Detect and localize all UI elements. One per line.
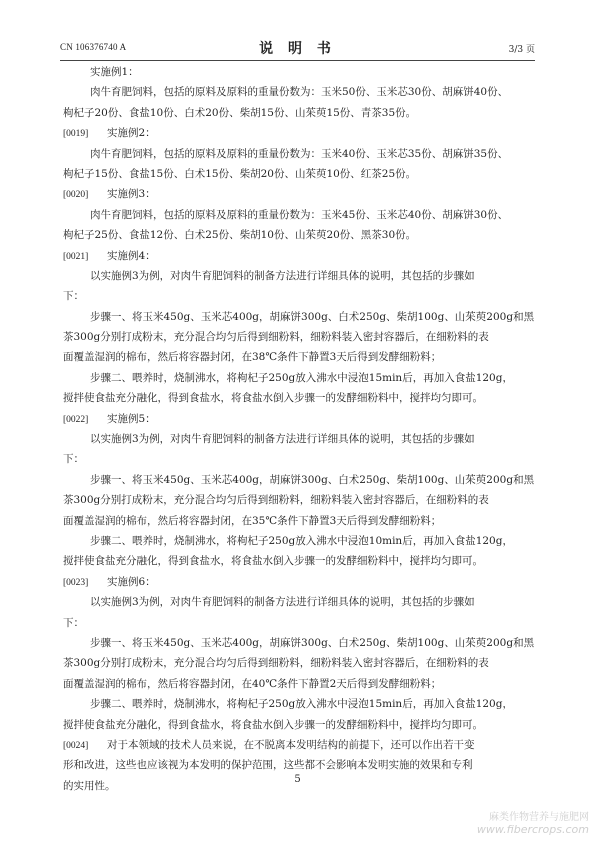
watermark <box>477 812 589 836</box>
text-line: 的实用性。 <box>63 779 116 792</box>
paragraph-line <box>63 735 540 755</box>
page-number: 5 <box>294 774 301 785</box>
text-line: 步骤一、将玉米450g、玉米芯400g，胡麻饼300g、白术250g、柴胡100g、山茱萸200g和黑 <box>90 310 535 323</box>
text-line: 步骤二、喂养时，烧制沸水，将枸杞子250g放入沸水中浸泡10min后，再加入食盐120g， <box>90 534 513 547</box>
paragraph-number: [0022] <box>63 414 89 425</box>
text-line: 步骤二、喂养时，烧制沸水，将枸杞子250g放入沸水中浸泡15min后，再加入食盐120g， <box>90 371 513 384</box>
text-line: 面覆盖湿润的棉布，然后将容器封闭，在35℃条件下静置3天后得到发酵细粉料； <box>63 514 442 527</box>
text-line: 枸杞子25份、食盐12份、白术25份、柴胡10份、山茱萸20份、黑茶30份。 <box>63 229 417 242</box>
text-line: 肉牛育肥饲料，包括的原料及原料的重量份数为：玉米45份、玉米芯40份、胡麻饼30份、 <box>90 208 509 221</box>
patent-number: CN 106376740 A <box>60 42 127 52</box>
text-line: 步骤一、将玉米450g、玉米芯400g，胡麻饼300g、白术250g、柴胡100g、山茱萸200g和黑 <box>90 473 535 486</box>
page-count: 3/3 页 <box>508 45 535 55</box>
example-heading: 实施例1： <box>90 66 139 78</box>
example-heading: 实施例5： <box>107 412 156 425</box>
example-heading: 实施例2： <box>107 127 156 140</box>
text-line: 以实施例3为例，对肉牛育肥饲料的制备方法进行详细具体的说明，其包括的步骤如 <box>90 269 475 282</box>
text-line: 肉牛育肥饲料，包括的原料及原料的重量份数为：玉米40份、玉米芯35份、胡麻饼35份、 <box>90 147 509 160</box>
paragraph-line <box>63 184 540 204</box>
text-line: 茶300g分别打成粉末，充分混合均匀后得到细粉料，细粉料装入密封容器后，在细粉料的表 <box>63 657 489 670</box>
text-line: 搅拌使食盐充分融化，得到食盐水，将食盐水倒入步骤一的发酵细粉料中，搅拌均匀即可。 <box>63 718 483 731</box>
paragraph-number: [0019] <box>63 129 89 140</box>
text-line: 下： <box>63 290 84 303</box>
document-body <box>63 62 540 796</box>
page-header <box>60 38 535 58</box>
paragraph-number: [0024] <box>63 740 89 751</box>
text-line: 面覆盖湿润的棉布，然后将容器封闭，在40℃条件下静置2天后得到发酵细粉料； <box>63 677 442 690</box>
paragraph-number: [0021] <box>63 251 89 262</box>
text-line: 枸杞子15份、食盐15份、白术15份、柴胡20份、山茱萸10份、红茶25份。 <box>63 167 417 180</box>
paragraph-line <box>63 409 540 429</box>
watermark-url: www.fibercrops.com <box>476 823 589 836</box>
text-line: 肉牛育肥饲料，包括的原料及原料的重量份数为：玉米50份、玉米芯30份、胡麻饼40份、 <box>90 86 509 99</box>
text-line: 搅拌使食盐充分融化，得到食盐水，将食盐水倒入步骤一的发酵细粉料中，搅拌均匀即可。 <box>63 392 483 405</box>
header-rule <box>60 60 535 61</box>
document-title: 说 明 书 <box>259 41 336 57</box>
example-heading: 实施例4： <box>107 249 156 262</box>
paragraph-number: [0023] <box>63 577 89 588</box>
text-line: 步骤二、喂养时，烧制沸水，将枸杞子250g放入沸水中浸泡15min后，再加入食盐120g， <box>90 698 513 711</box>
text-line: 面覆盖湿润的棉布，然后将容器封闭，在38℃条件下静置3天后得到发酵细粉料； <box>63 351 442 364</box>
text-line: 形和改进，这些也应该视为本发明的保护范围，这些都不会影响本发明实施的效果和专利 <box>63 759 473 772</box>
example-heading: 实施例3： <box>107 188 156 201</box>
text-line: 对于本领域的技术人员来说，在不脱离本发明结构的前提下，还可以作出若干变 <box>107 738 475 751</box>
text-line: 搅拌使食盐充分融化，得到食盐水，将食盐水倒入步骤一的发酵细粉料中，搅拌均匀即可。 <box>63 555 483 568</box>
paragraph-line <box>63 572 540 592</box>
watermark-site-name: 麻类作物营养与施肥网 <box>489 812 589 823</box>
text-line: 以实施例3为例，对肉牛育肥饲料的制备方法进行详细具体的说明，其包括的步骤如 <box>90 596 475 609</box>
text-line: 下： <box>63 453 84 466</box>
paragraph-number: [0020] <box>63 190 89 201</box>
paragraph-line <box>63 246 540 266</box>
text-line: 枸杞子20份、食盐10份、白术20份、柴胡15份、山茱萸15份、青茶35份。 <box>63 106 417 119</box>
text-line: 茶300g分别打成粉末，充分混合均匀后得到细粉料，细粉料装入密封容器后，在细粉料的表 <box>63 494 489 507</box>
text-line: 茶300g分别打成粉末，充分混合均匀后得到细粉料，细粉料装入密封容器后，在细粉料的表 <box>63 331 489 344</box>
paragraph-line <box>63 123 540 143</box>
text-line: 步骤一、将玉米450g、玉米芯400g，胡麻饼300g、白术250g、柴胡100g、山茱萸200g和黑 <box>90 636 535 649</box>
example-heading: 实施例6： <box>107 575 156 588</box>
text-line: 以实施例3为例，对肉牛育肥饲料的制备方法进行详细具体的说明，其包括的步骤如 <box>90 433 475 446</box>
text-line: 下： <box>63 616 84 629</box>
